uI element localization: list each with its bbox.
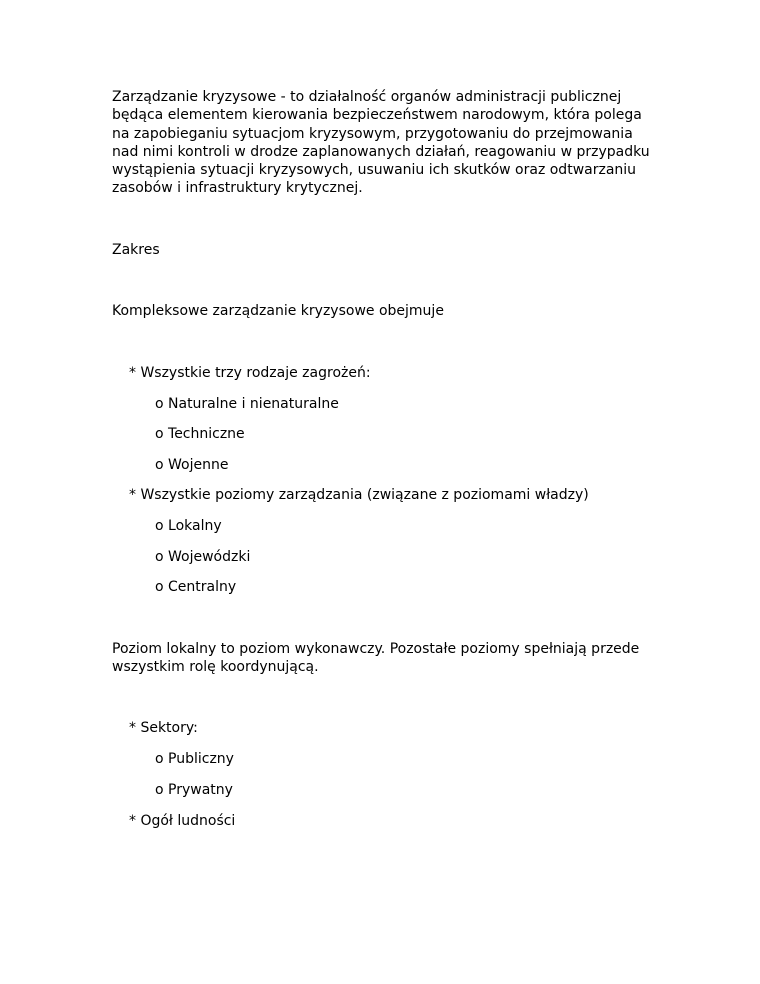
sub-list-item: o Centralny	[155, 579, 237, 595]
sub-list-item: o Techniczne	[155, 426, 245, 442]
sub-list-item: o Naturalne i nienaturalne	[155, 396, 339, 412]
sub-list-item: o Wojewódzki	[155, 549, 251, 565]
scope-lead-text: Kompleksowe zarządzanie kryzysowe obejmuje	[112, 303, 444, 319]
intro-paragraph: Zarządzanie kryzysowe - to działalność organów administracji publicznej będąca elementem kierowania bezpieczeństwem narodowym, która polega na zapobieganiu sytuacjom kryzysowym, przygotowaniu do przejmowania nad nimi kontroli w drodze zaplanowanych działań, reagowaniu w przypadku wystąpienia sytuacji kryzysowych, usuwaniu ich skutków oraz odtwarzaniu zasobów i infrastruktury krytycznej.	[112, 89, 650, 197]
sub-list-item: o Wojenne	[155, 457, 229, 473]
list-item-sectors: * Sektory:	[129, 720, 198, 736]
level-note-paragraph: Poziom lokalny to poziom wykonawczy. Pozostałe poziomy spełniają przede wszystkim rolę koordynującą.	[112, 641, 640, 676]
sub-list-item: o Prywatny	[155, 782, 233, 798]
list-item-threats: * Wszystkie trzy rodzaje zagrożeń:	[129, 365, 371, 381]
list-item-population: * Ogół ludności	[129, 813, 236, 829]
sub-list-item: o Lokalny	[155, 518, 222, 534]
section-heading-scope: Zakres	[112, 242, 160, 258]
list-item-levels: * Wszystkie poziomy zarządzania (związane z poziomami władzy)	[129, 487, 589, 503]
sub-list-item: o Publiczny	[155, 751, 234, 767]
